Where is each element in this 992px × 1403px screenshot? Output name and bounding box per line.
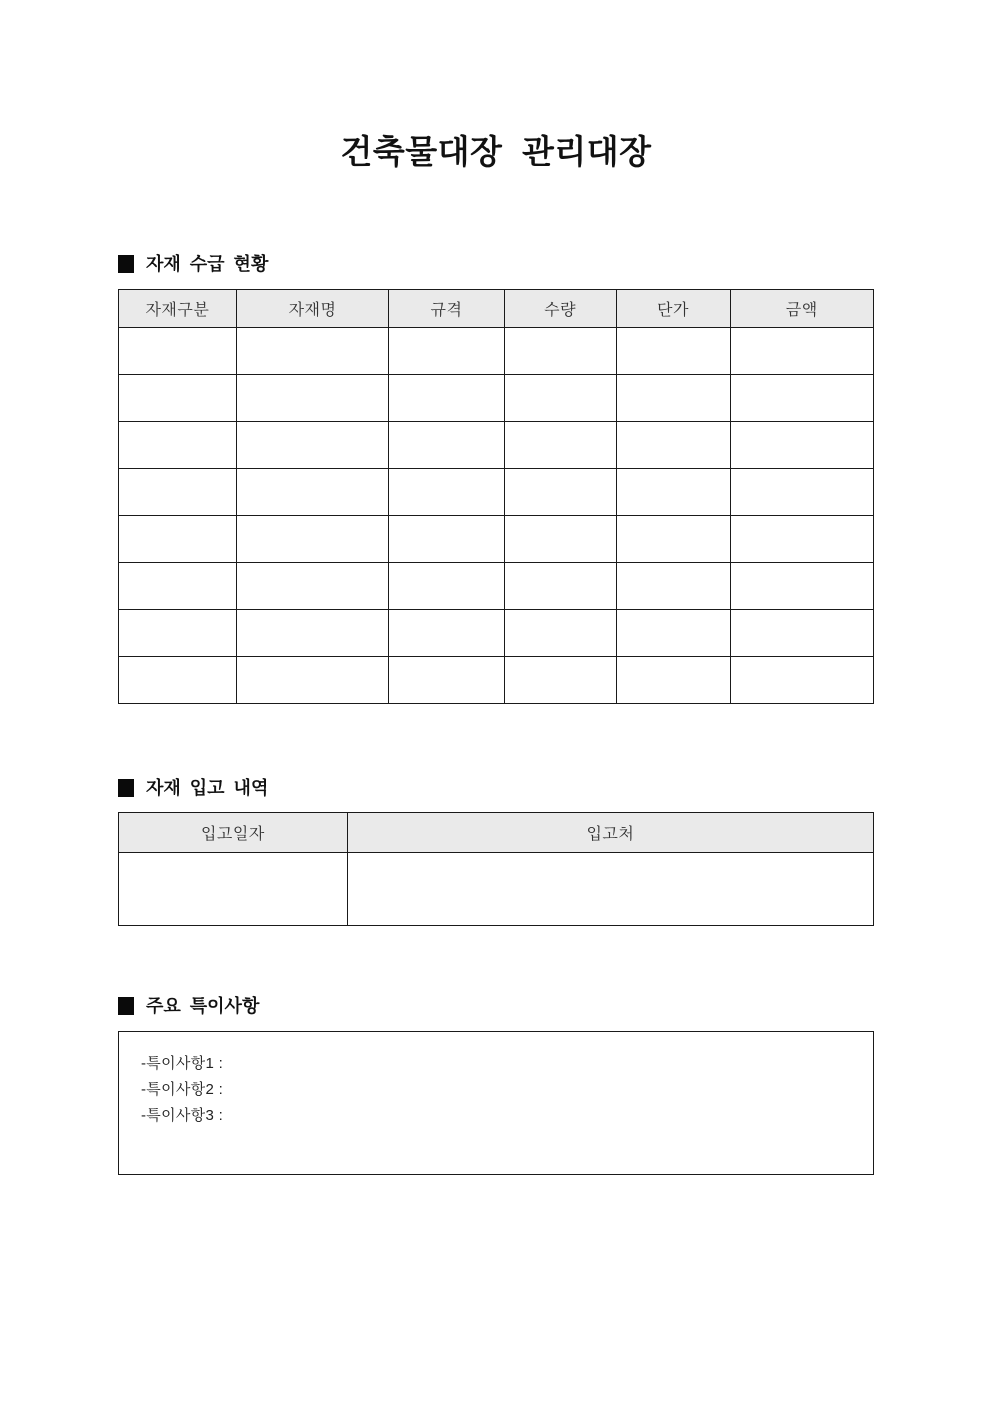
table-body bbox=[119, 328, 874, 704]
table-row bbox=[119, 328, 874, 375]
document-content bbox=[118, 252, 874, 1175]
table-cell bbox=[730, 422, 874, 469]
section-material-supply bbox=[118, 252, 874, 704]
table-cell bbox=[504, 375, 616, 422]
table-cell bbox=[236, 469, 389, 516]
table-cell bbox=[236, 328, 389, 375]
table-cell bbox=[389, 657, 505, 704]
column-header-material-name: 자재명 bbox=[236, 290, 389, 328]
table-cell bbox=[730, 469, 874, 516]
table-cell bbox=[730, 610, 874, 657]
table-header-row bbox=[119, 290, 874, 328]
note-line-1: -특이사항1 : bbox=[141, 1055, 224, 1072]
table-cell bbox=[616, 657, 730, 704]
note-line-2: -특이사항2 : bbox=[141, 1081, 224, 1098]
special-notes-box bbox=[118, 1031, 874, 1175]
table-cell bbox=[236, 563, 389, 610]
table-cell bbox=[389, 469, 505, 516]
column-header-receipt-source: 입고처 bbox=[347, 813, 873, 853]
table-cell bbox=[389, 610, 505, 657]
table-row bbox=[119, 469, 874, 516]
table-row bbox=[119, 657, 874, 704]
table-cell bbox=[389, 516, 505, 563]
table-cell bbox=[389, 328, 505, 375]
table-row bbox=[119, 422, 874, 469]
table-cell bbox=[504, 422, 616, 469]
table-cell bbox=[504, 657, 616, 704]
table-cell bbox=[730, 328, 874, 375]
section-material-receipt bbox=[118, 776, 874, 926]
table-cell bbox=[119, 853, 348, 926]
black-square-bullet-icon bbox=[118, 997, 134, 1015]
material-supply-table bbox=[118, 289, 874, 704]
section-header bbox=[118, 252, 874, 276]
table-cell bbox=[730, 375, 874, 422]
material-receipt-table bbox=[118, 812, 874, 926]
section-header bbox=[118, 776, 874, 800]
table-cell bbox=[119, 610, 237, 657]
section-heading-notes: 주요 특이사항 bbox=[146, 996, 260, 1016]
table-cell bbox=[119, 469, 237, 516]
table-cell bbox=[236, 657, 389, 704]
table-cell bbox=[504, 328, 616, 375]
table-cell bbox=[236, 375, 389, 422]
table-cell bbox=[616, 422, 730, 469]
table-row bbox=[119, 563, 874, 610]
table-cell bbox=[504, 516, 616, 563]
table-cell bbox=[236, 422, 389, 469]
table-cell bbox=[504, 563, 616, 610]
table-cell bbox=[236, 516, 389, 563]
black-square-bullet-icon bbox=[118, 779, 134, 797]
table-cell bbox=[616, 469, 730, 516]
document-title: 건축물대장 관리대장 bbox=[340, 133, 652, 170]
table-cell bbox=[119, 328, 237, 375]
column-header-amount: 금액 bbox=[730, 290, 874, 328]
column-header-material-type: 자재구분 bbox=[119, 290, 237, 328]
table-cell bbox=[616, 563, 730, 610]
table-cell bbox=[504, 469, 616, 516]
table-cell bbox=[119, 657, 237, 704]
column-header-receipt-date: 입고일자 bbox=[119, 813, 348, 853]
table-cell bbox=[616, 328, 730, 375]
table-cell bbox=[347, 853, 873, 926]
table-cell bbox=[616, 610, 730, 657]
table-cell bbox=[119, 563, 237, 610]
table-cell bbox=[389, 375, 505, 422]
table-row bbox=[119, 610, 874, 657]
section-header bbox=[118, 994, 874, 1018]
section-heading-receipt: 자재 입고 내역 bbox=[146, 778, 269, 798]
table-cell bbox=[389, 422, 505, 469]
table-cell bbox=[119, 516, 237, 563]
table-body bbox=[119, 853, 874, 926]
column-header-spec: 규격 bbox=[389, 290, 505, 328]
table-cell bbox=[730, 563, 874, 610]
table-row bbox=[119, 516, 874, 563]
table-cell bbox=[730, 657, 874, 704]
black-square-bullet-icon bbox=[118, 255, 134, 273]
table-cell bbox=[504, 610, 616, 657]
note-line-3: -특이사항3 : bbox=[141, 1107, 224, 1124]
table-cell bbox=[616, 516, 730, 563]
section-heading-supply: 자재 수급 현황 bbox=[146, 254, 269, 274]
table-cell bbox=[119, 375, 237, 422]
table-row bbox=[119, 375, 874, 422]
table-header-row bbox=[119, 813, 874, 853]
table-cell bbox=[389, 563, 505, 610]
column-header-unit-price: 단가 bbox=[616, 290, 730, 328]
table-cell bbox=[730, 516, 874, 563]
table-cell bbox=[236, 610, 389, 657]
table-cell bbox=[616, 375, 730, 422]
table-row bbox=[119, 853, 874, 926]
table-cell bbox=[119, 422, 237, 469]
section-special-notes bbox=[118, 994, 874, 1175]
column-header-quantity: 수량 bbox=[504, 290, 616, 328]
